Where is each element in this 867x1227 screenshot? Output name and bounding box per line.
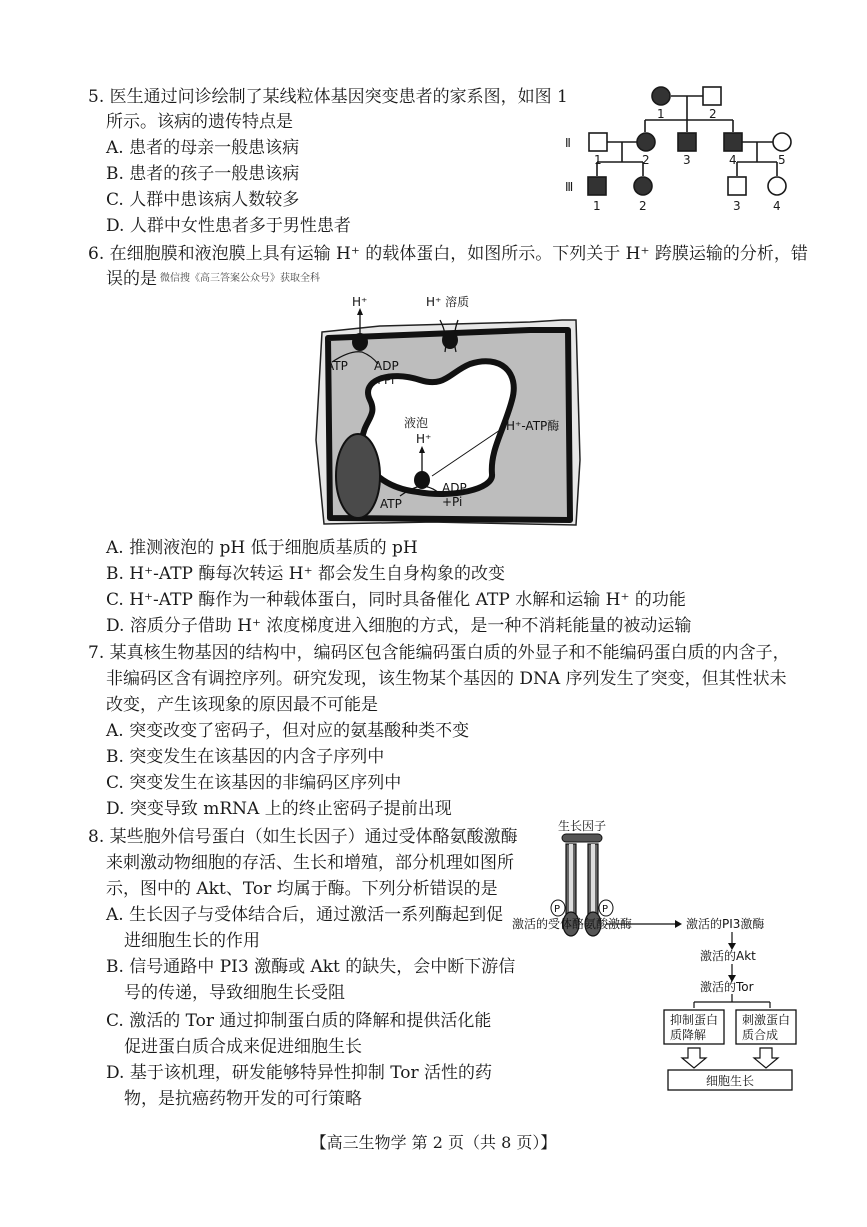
q7-option-b: B. 突变发生在该基因的内含子序列中 [106, 747, 385, 767]
pedigree-ii1-male [589, 133, 607, 151]
q6-option-d: D. 溶质分子借助 H⁺ 浓度梯度进入细胞的方式，是一种不消耗能量的被动运输 [106, 616, 692, 636]
gen2-num-3: 3 [683, 153, 691, 167]
pedigree-ii2-affected-female [637, 133, 655, 151]
page-footer: 【高三生物学 第 2 页（共 8 页）】 [310, 1133, 557, 1152]
q8-option-d-line1: D. 基于该机理，研发能够特异性抑制 Tor 活性的药 [106, 1063, 493, 1083]
gen-label-iii: Ⅲ [565, 180, 574, 194]
q6-stem-line2: 误的是 [106, 269, 157, 289]
label-pi-2: +Pi [442, 495, 463, 509]
label-growth-factor: 生长因子 [558, 820, 607, 833]
q7-stem-line3: 改变，产生该现象的原因最不可能是 [106, 695, 378, 715]
label-box-left-line1: 抑制蛋白 [670, 1013, 719, 1027]
q5-pedigree-diagram [555, 80, 815, 220]
label-pi-1: +Pi [374, 373, 395, 387]
q8-option-a-line2: 进细胞生长的作用 [124, 931, 260, 951]
gen1-num-1: 1 [657, 107, 665, 121]
gen3-num-3: 3 [733, 199, 741, 213]
label-activated-akt: 激活的Akt [700, 949, 756, 963]
q6-stem-line1: 6. 在细胞膜和液泡膜上具有运输 H⁺ 的载体蛋白，如图所示。下列关于 H⁺ 跨膜运输的分析，错 [88, 244, 808, 264]
q8-stem-line1: 8. 某些胞外信号蛋白（如生长因子）通过受体酪氨酸激酶 [88, 827, 518, 847]
gen2-num-2: 2 [642, 153, 650, 167]
q7-stem-line1: 7. 某真核生物基因的结构中，编码区包含能编码蛋白质的外显子和不能编码蛋白质的内含子， [88, 643, 790, 663]
q5-stem-line1: 5. 医生通过问诊绘制了某线粒体基因突变患者的家系图，如图 1 [88, 87, 568, 107]
q8-signaling-pathway-diagram [510, 820, 830, 1095]
q8-option-c-line2: 促进蛋白质合成来促进细胞生长 [124, 1037, 362, 1057]
q8-option-b-line2: 号的传递，导致细胞生长受阻 [124, 983, 345, 1003]
label-h-vacuole: H⁺ [416, 432, 432, 446]
label-cell-growth: 细胞生长 [706, 1074, 755, 1088]
gen2-num-5: 5 [778, 153, 786, 167]
label-h-solute: H⁺ 溶质 [426, 295, 470, 309]
label-box-right-line2: 质合成 [742, 1028, 779, 1042]
q8-stem-line3: 示，图中的 Akt、Tor 均属于酶。下列分析错误的是 [106, 879, 498, 899]
q6-membrane-transport-diagram [300, 290, 620, 535]
label-box-right-line1: 刺激蛋白 [742, 1013, 791, 1027]
q6-option-a: A. 推测液泡的 pH 低于细胞质基质的 pH [106, 538, 418, 558]
gen-label-ii: Ⅱ [565, 136, 571, 150]
pedigree-ii4-affected-male [724, 133, 742, 151]
label-adp-1: ADP [374, 359, 399, 373]
q8-option-c-line1: C. 激活的 Tor 通过抑制蛋白质的降解和提供活化能 [106, 1011, 492, 1031]
pedigree-i2-male [703, 87, 721, 105]
label-h-atpase: H⁺-ATP酶 [506, 419, 560, 433]
pedigree-i1-affected-female [652, 87, 670, 105]
gen3-num-4: 4 [773, 199, 781, 213]
label-box-left-line2: 质降解 [670, 1028, 707, 1042]
q5-option-b: B. 患者的孩子一般患该病 [106, 164, 300, 184]
label-adp-2: ADP [442, 481, 467, 495]
q5-option-c: C. 人群中患该病人数较多 [106, 190, 300, 210]
q7-stem-line2: 非编码区含有调控序列。研究发现，该生物某个基因的 DNA 序列发生了突变，但其性状未 [106, 669, 787, 689]
q6-option-c: C. H⁺-ATP 酶作为一种载体蛋白，同时具备催化 ATP 水解和运输 H⁺ 的功能 [106, 590, 686, 610]
pedigree-iii1-affected-male [588, 177, 606, 195]
q8-option-d-line2: 物，是抗癌药物开发的可行策略 [124, 1089, 362, 1109]
label-vacuole: 液泡 [404, 416, 429, 430]
label-p-left: P [554, 904, 561, 915]
pedigree-iii3-male [728, 177, 746, 195]
gen2-num-1: 1 [594, 153, 602, 167]
q8-option-b-line1: B. 信号通路中 PI3 激酶或 Akt 的缺失，会中断下游信 [106, 957, 516, 977]
q5-stem-line2: 所示。该病的遗传特点是 [106, 112, 293, 132]
q6-watermark: 微信搜《高三答案公众号》获取全科 [160, 273, 320, 284]
label-atp-1: ATP [326, 359, 348, 373]
label-activated-tor: 激活的Tor [700, 980, 754, 994]
gen3-num-1: 1 [593, 199, 601, 213]
q7-option-d: D. 突变导致 mRNA 上的终止密码子提前出现 [106, 799, 452, 819]
q7-option-a: A. 突变改变了密码子，但对应的氨基酸种类不变 [106, 721, 470, 741]
pedigree-iii4-female [768, 177, 786, 195]
q8-stem-line2: 来刺激动物细胞的存活、生长和增殖，部分机理如图所 [106, 853, 514, 873]
label-activated-pi3k: 激活的PI3激酶 [686, 917, 765, 931]
label-atp-2: ATP [380, 497, 402, 511]
gen2-num-4: 4 [729, 153, 737, 167]
gen3-num-2: 2 [639, 199, 647, 213]
q5-option-a: A. 患者的母亲一般患该病 [106, 138, 300, 158]
q8-option-a-line1: A. 生长因子与受体结合后，通过激活一系列酶起到促 [106, 905, 504, 925]
q5-option-d: D. 人群中女性患者多于男性患者 [106, 216, 351, 236]
label-activated-rtk: 激活的受体酪氨酸激酶 [512, 917, 633, 931]
label-p-right: P [602, 904, 609, 915]
pedigree-ii5-female [773, 133, 791, 151]
pedigree-ii3-affected-male [678, 133, 696, 151]
q6-option-b: B. H⁺-ATP 酶每次转运 H⁺ 都会发生自身构象的改变 [106, 564, 505, 584]
label-h-top: H⁺ [352, 295, 368, 309]
pedigree-iii2-affected-female [634, 177, 652, 195]
q7-option-c: C. 突变发生在该基因的非编码区序列中 [106, 773, 402, 793]
gen1-num-2: 2 [709, 107, 717, 121]
